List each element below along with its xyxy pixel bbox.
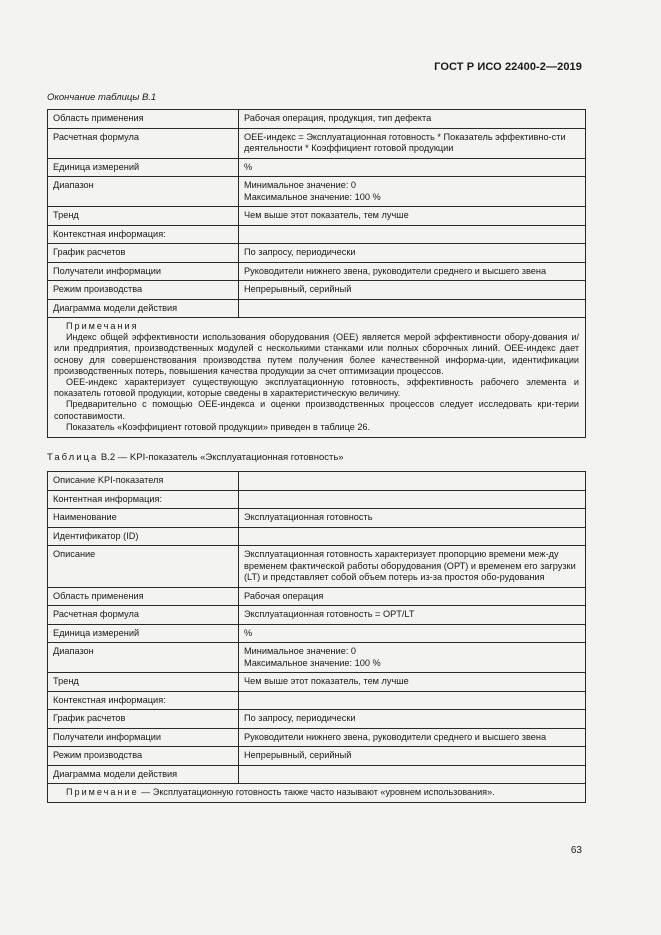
row-value-cell [239,490,586,509]
row-label-cell: Контекстная информация: [48,691,239,710]
table-row [48,509,586,528]
row-label-cell: Тренд [48,673,239,692]
row-label-cell: Расчетная формула [48,128,239,158]
row-label-cell: Диаграмма модели действия [48,299,239,318]
table-row [48,765,586,784]
row-value-cell [239,643,586,673]
note-paragraph: Индекс общей эффективности использования оборудования (ОЕЕ) является мерой эффективности обору-дования и/или предприятия, производственных модулей с несколькими станками или полных сборочных линий. ОЕЕ-индекс дает основу для совершенствования производства путем получения более качественной информа-ции, идентификации производственных потерь, повышения качества продукции за счет оптимизации процессов. [54,332,579,376]
row-value-cell: Непрерывный, серийный [239,281,586,300]
table-row [48,587,586,606]
row-label-cell: Область применения [48,110,239,129]
row-label-cell: Получатели информации [48,728,239,747]
table-row [48,527,586,546]
table-row [48,728,586,747]
row-label-cell: Диапазон [48,177,239,207]
note-paragraph: Показатель «Коэффициент готовой продукции» приведен в таблице 26. [66,421,370,432]
row-value-cell: Руководители нижнего звена, руководители среднего и высшего звена [239,262,586,281]
table-b2-caption [47,452,344,463]
row-value-line: Минимальное значение: 0 [244,646,357,656]
notes-title: Примечания [66,321,139,331]
row-value-cell: Непрерывный, серийный [239,747,586,766]
table-row [48,262,586,281]
table-row [48,624,586,643]
row-label-cell: Режим производства [48,281,239,300]
table-b1-body [48,110,586,438]
row-label-cell: Контекстная информация: [48,225,239,244]
row-label-cell: Область применения [48,587,239,606]
row-label-cell: Диаграмма модели действия [48,765,239,784]
note-label: Примечание [66,787,139,797]
row-label-cell: График расчетов [48,244,239,263]
table-note-row [48,784,586,803]
table-b1-continuation-caption: Окончание таблицы В.1 [47,92,157,103]
table-row [48,128,586,158]
row-label-cell: Получатели информации [48,262,239,281]
row-value-cell: % [239,158,586,177]
table-row [48,177,586,207]
table-row [48,490,586,509]
row-label-cell: Расчетная формула [48,606,239,625]
row-value-cell [239,225,586,244]
row-value-cell: Эксплуатационная готовность [239,509,586,528]
table-row [48,546,586,588]
row-value-line: Максимальное значение: 100 % [244,657,381,668]
row-label-cell: Тренд [48,207,239,226]
row-value-cell: По запросу, периодически [239,710,586,729]
table-row [48,472,586,491]
row-value-cell: Рабочая операция, продукция, тип дефекта [239,110,586,129]
table-row [48,710,586,729]
row-label-cell: Единица измерений [48,624,239,643]
row-value-cell: ОЕЕ-индекс = Эксплуатационная готовность * Показатель эффективно-сти деятельности * Коэффициент готовой продукции [239,128,586,158]
row-label-cell: Режим производства [48,747,239,766]
table-b2-body [48,472,586,803]
row-value-cell [239,299,586,318]
row-value-line: Максимальное значение: 100 % [244,191,381,202]
row-value-cell: Руководители нижнего звена, руководители среднего и высшего звена [239,728,586,747]
notes-cell [48,318,586,438]
table-row [48,299,586,318]
table-row [48,110,586,129]
table-row [48,691,586,710]
row-label-cell: Контентная информация: [48,490,239,509]
row-value-cell: Эксплуатационная готовность характеризует пропорцию времени меж-ду временем фактической работы оборудования (ОРТ) и временем его загрузки (LT) и представляет собой объем потерь из-за простоя обо-рудования [239,546,586,588]
note-paragraph: Предварительно с помощью ОЕЕ-индекса и оценки производственных процессов следует исследовать кри-терии сопоставимости. [54,399,579,421]
row-value-cell: % [239,624,586,643]
row-label-cell: График расчетов [48,710,239,729]
note-paragraph: ОЕЕ-индекс характеризует существующую эксплуатационную готовность, эффективность рабочего элемента и показатель готовой продукции, которые сведены в характеристическую величину. [54,377,579,399]
table-row [48,281,586,300]
row-value-cell [239,691,586,710]
row-label-cell: Описание KPI-показателя [48,472,239,491]
document-id-header: ГОСТ Р ИСО 22400-2—2019 [434,61,582,73]
row-value-cell [239,177,586,207]
table-b2 [47,471,586,803]
row-value-cell [239,472,586,491]
table-row [48,225,586,244]
table-row [48,747,586,766]
row-label-cell: Идентификатор (ID) [48,527,239,546]
row-value-cell: По запросу, периодически [239,244,586,263]
row-label-cell: Описание [48,546,239,588]
table-row [48,207,586,226]
table-b1 [47,109,586,438]
page-number: 63 [570,845,582,856]
row-label-cell: Диапазон [48,643,239,673]
note-text: — Эксплуатационную готовность также часто называют «уровнем использования». [138,787,495,797]
table-b2-caption-title: В.2 — KPI-показатель «Эксплуатационная готовность» [100,452,344,463]
table-row [48,673,586,692]
row-value-cell: Эксплуатационная готовность = OPT/LT [239,606,586,625]
row-value-line: Минимальное значение: 0 [244,180,357,190]
row-label-cell: Наименование [48,509,239,528]
table-b2-caption-prefix: Таблица [47,452,99,463]
table-row [48,606,586,625]
row-value-cell: Чем выше этот показатель, тем лучше [239,673,586,692]
row-value-cell: Рабочая операция [239,587,586,606]
row-label-cell: Единица измерений [48,158,239,177]
row-value-cell: Чем выше этот показатель, тем лучше [239,207,586,226]
table-row [48,158,586,177]
table-row [48,643,586,673]
table-notes-row [48,318,586,438]
table-row [48,244,586,263]
note-cell [48,784,586,803]
row-value-cell [239,527,586,546]
row-value-cell [239,765,586,784]
